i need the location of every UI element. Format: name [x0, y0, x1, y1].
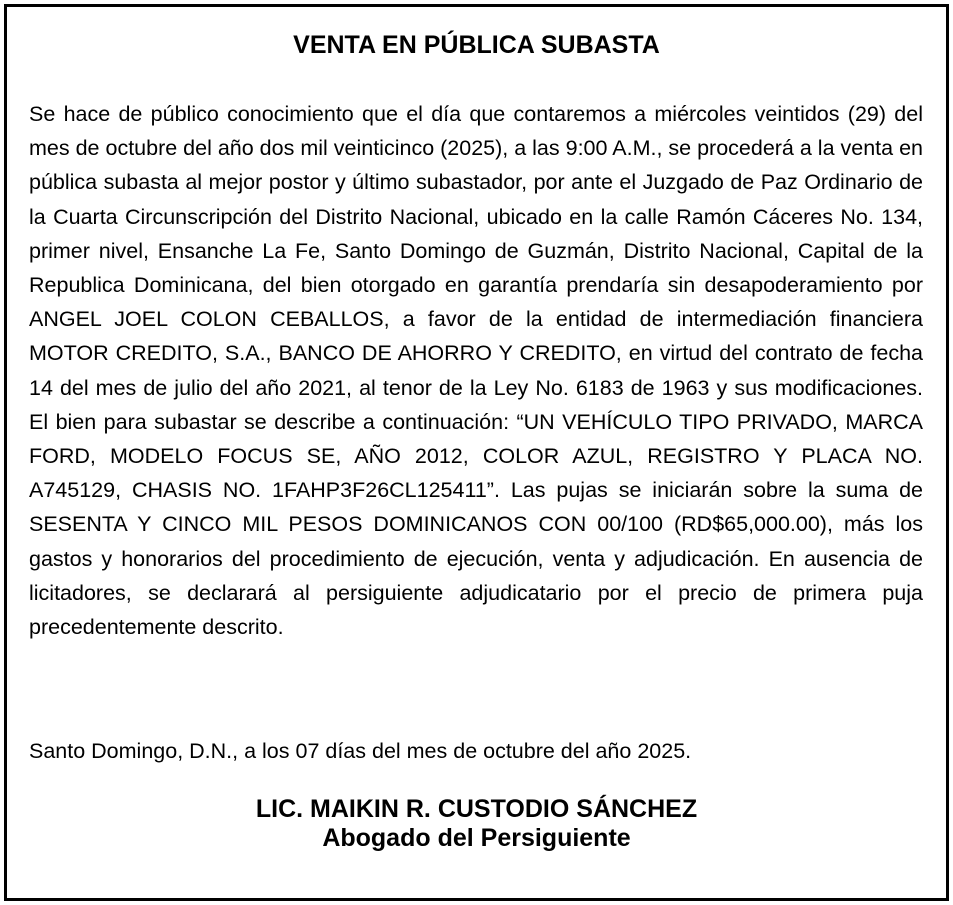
signature-name: LIC. MAIKIN R. CUSTODIO SÁNCHEZ	[255, 795, 698, 823]
signature-block	[7, 794, 946, 852]
notice-date-line: Santo Domingo, D.N., a los 07 días del mes de octubre del año 2025.	[29, 739, 692, 763]
notice-frame	[4, 4, 949, 901]
notice-title: VENTA EN PÚBLICA SUBASTA	[293, 31, 660, 59]
signature-role: Abogado del Persiguiente	[322, 824, 631, 852]
notice-body: Se hace de público conocimiento que el día que contaremos a miércoles veintidos (29) del mes de octubre del año dos mil veinticinco (2025), a las 9:00 A.M., se procederá a la venta en pública subasta al mejor postor y último subastador, por ante el Juzgado de Paz Ordinario de la Cuarta Circunscripción del Distrito Nacional, ubicado en la calle Ramón Cáceres No. 134, primer nivel, Ensanche La Fe, Santo Domingo de Guzmán, Distrito Nacional, Capital de la Republica Dominicana, del bien otorgado en garantía prendaría sin desapoderamiento por ANGEL JOEL COLON CEBALLOS, a favor de la entidad de intermediación financiera MOTOR CREDITO, S.A., BANCO DE AHORRO Y CREDITO, en virtud del contrato de fecha 14 del mes de julio del año 2021, al tenor de la Ley No. 6183 de 1963 y sus modificaciones. El bien para subastar se describe a continuación: “UN VEHÍCULO TIPO PRIVADO, MARCA FORD, MODELO FOCUS SE, AÑO 2012, COLOR AZUL, REGISTRO Y PLACA NO. A745129, CHASIS NO. 1FAHP3F26CL125411”. Las pujas se iniciarán sobre la suma de SESENTA Y CINCO MIL PESOS DOMINICANOS CON 00/100 (RD$65,000.00), más los gastos y honorarios del procedimiento de ejecución, venta y adjudicación. En ausencia de licitadores, se declarará al persiguiente adjudicatario por el precio de primera puja precedentemente descrito.	[29, 102, 923, 640]
